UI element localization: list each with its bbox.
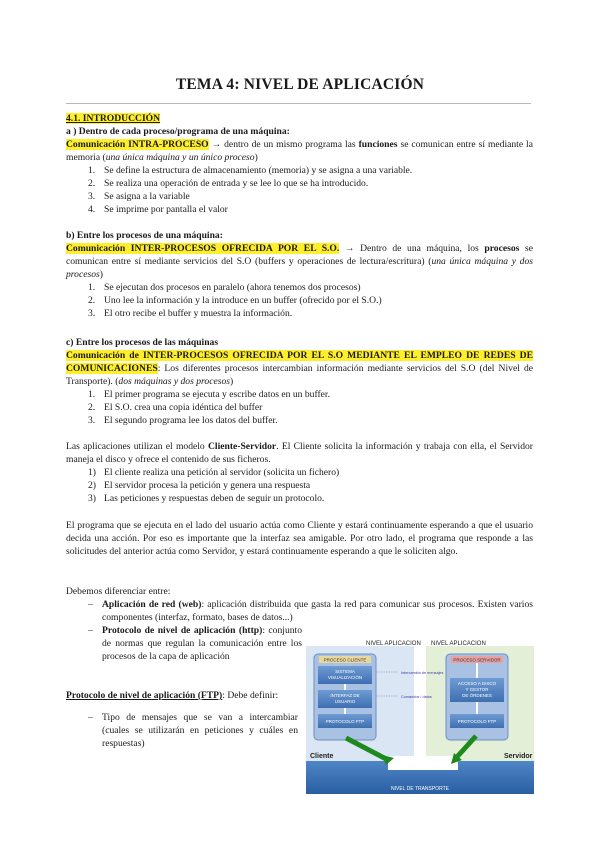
list-item xyxy=(66,388,533,401)
diff-intro: Debemos diferenciar entre: xyxy=(66,586,171,597)
text-span: se comunican entre sí mediante servicios del S.O (buffers y operaciones de lectura/escritura) ( xyxy=(66,243,533,267)
list-text: Se define la estructura de almacenamiento (memoria) y se asigna a una variable. xyxy=(104,165,413,176)
text-span: ) xyxy=(229,376,234,387)
list-text: El otro recibe el buffer y muestra la información. xyxy=(104,308,293,319)
text-span: : Los diferentes procesos intercambian información mediante servicios del S.O (del Nivel de Transporte). ( xyxy=(66,363,533,387)
list-number: 1. xyxy=(88,389,96,400)
client-label: Cliente xyxy=(310,753,334,760)
list-text: Se ejecutan dos procesos en paralelo (ahora tenemos dos procesos) xyxy=(104,282,361,293)
list-text: Se realiza una operación de entrada y se lee lo que se ha introducido. xyxy=(104,178,369,189)
diff-section xyxy=(66,585,533,624)
list-item xyxy=(66,479,533,492)
right-header: NIVEL APLICACION xyxy=(431,641,486,647)
diagram-svg xyxy=(306,638,534,794)
list-item: – Tipo de mensajes que se van a intercambiar (cuales se utilizarán en peticiones y cuáles en respuestas) xyxy=(88,712,298,749)
mid-label-1: Intercambio de mensajes xyxy=(401,671,444,675)
page-title: TEMA 4: NIVEL DE APLICACIÓN xyxy=(175,76,425,93)
list-item xyxy=(66,164,533,177)
client-module-label: USUARIO xyxy=(334,699,356,704)
list-item xyxy=(66,466,533,479)
list-number: 3. xyxy=(88,308,96,319)
text-span: ) xyxy=(99,269,103,280)
list-b xyxy=(66,281,533,320)
list-text: Se imprime por pantalla el valor xyxy=(104,204,228,215)
client-module-label: PROTOCOLO FTP xyxy=(325,719,365,724)
client-server-diagram xyxy=(306,638,534,794)
list-text: : conjunto de normas que regulan la comunicación entre los procesos de la capa de aplicación xyxy=(102,625,302,662)
server-module-label: DE ÓRDENES xyxy=(462,693,492,698)
list-number: 1. xyxy=(88,282,96,293)
client-module-label: INTERFAZ DE xyxy=(330,693,360,698)
list-item xyxy=(66,492,533,505)
text-span: → Dentro de una máquina, los xyxy=(339,243,485,254)
term-intra-proceso: Comunicación INTRA-PROCESO xyxy=(66,139,209,150)
client-server-section xyxy=(66,440,533,505)
section-c xyxy=(66,336,533,427)
text-span: → dentro de un mismo programa las xyxy=(208,139,359,150)
list-item xyxy=(66,281,533,294)
list-text: El segundo programa lee los datos del buffer. xyxy=(104,415,278,426)
list-number: 4. xyxy=(88,204,96,215)
list-item xyxy=(66,401,533,414)
list-number: 2. xyxy=(88,178,96,189)
list-text: El cliente realiza una petición al servidor (solicita un fichero) xyxy=(104,467,340,478)
server-module-label: ACCESO A DISCO xyxy=(457,681,497,686)
list-item: – Protocolo de nivel de aplicación (http): conjunto de normas que regulan la comunicación entre los procesos de la capa de aplicación xyxy=(88,625,302,662)
server-label: Servidor xyxy=(504,753,533,760)
bold-span: Protocolo de nivel de aplicación (http) xyxy=(102,625,263,636)
left-header: NIVEL APLICACION xyxy=(366,641,421,647)
list-text: Tipo de mensajes que se van a intercambiar (cuales se utilizarán en peticiones y cuáles en respuestas) xyxy=(102,712,298,749)
italic-span: dos máquinas y dos procesos xyxy=(118,376,230,387)
term-inter-procesos: Comunicación INTER-PROCESOS OFRECIDA POR EL S.O. xyxy=(66,243,340,254)
section-b xyxy=(66,229,533,320)
subsection-a-heading: a ) Dentro de cada proceso/programa de una máquina: xyxy=(66,126,290,137)
ftp-list xyxy=(66,711,298,750)
term-inter-procesos-redes: Comunicación de INTER-PROCESOS OFRECIDA POR EL S.O MEDIANTE EL EMPLEO DE REDES DE COMUNICACIONES xyxy=(66,350,533,374)
list-text: Uno lee la información y la introduce en un buffer (ofrecido por el S.O.) xyxy=(104,295,382,306)
server-module-label: PROTOCOLO FTP xyxy=(457,719,497,724)
list-text: : aplicación distribuida que gasta la red para comunicar sus procesos. Existen varios componentes (interfaz, formato, bases de datos...) xyxy=(102,599,533,623)
list-text: El primer programa se ejecuta y escribe datos en un buffer. xyxy=(104,389,330,400)
diff-list-2 xyxy=(66,624,302,663)
mid-label-2: Comandos / datos xyxy=(401,695,432,699)
list-item xyxy=(66,177,533,190)
ftp-heading: Protocolo de nivel de aplicación (FTP) xyxy=(66,690,223,701)
list-c xyxy=(66,388,533,427)
list-number: 1. xyxy=(88,165,96,176)
client-module-label: SISTEMA xyxy=(335,669,355,674)
bold-span: Aplicación de red (web) xyxy=(102,599,202,610)
list-number: 3) xyxy=(88,493,96,504)
section-a xyxy=(66,112,533,216)
diff-item-2 xyxy=(66,624,302,663)
list-number: 2. xyxy=(88,295,96,306)
subsection-c-heading: c) Entre los procesos de las máquinas xyxy=(66,337,219,348)
list-item xyxy=(66,190,533,203)
bold-span: funciones xyxy=(358,139,398,150)
list-number: 1) xyxy=(88,467,96,478)
list-item xyxy=(66,307,533,320)
bold-span: Cliente-Servidor xyxy=(207,441,277,452)
diff-list xyxy=(66,598,533,624)
list-text: El servidor procesa la petición y genera una respuesta xyxy=(104,480,311,491)
list-item: – Aplicación de red (web): aplicación distribuida que gasta la red para comunicar sus procesos. Existen varios componentes (interfaz, formato, bases de datos...) xyxy=(88,599,533,623)
server-module-label: Y GESTOR xyxy=(465,687,489,692)
text-span: se comunican entre sí mediante la memoria ( xyxy=(66,139,533,163)
bold-span: procesos xyxy=(484,243,520,254)
text-span: . El Cliente solicita la información y trabaja con ella, el Servidor maneja el disco y ofrece el contenido de sus ficheros. xyxy=(66,441,533,465)
list-number: 2) xyxy=(88,480,96,491)
ftp-section xyxy=(66,689,298,750)
list-text: Se asigna a la variable xyxy=(104,191,190,202)
list-text: El S.O. crea una copia idéntica del buffer xyxy=(104,402,263,413)
list-item xyxy=(66,203,533,216)
title-divider xyxy=(66,103,531,104)
server-box-title: PROCESO SERVIDOR xyxy=(453,657,501,663)
transport-buffer xyxy=(388,756,458,770)
list-item xyxy=(66,414,533,427)
transport-label: NIVEL DE TRANSPORTE xyxy=(391,786,449,792)
list-a xyxy=(66,164,533,216)
list-cs xyxy=(66,466,533,505)
subsection-b-heading: b) Entre los procesos de una máquina: xyxy=(66,230,223,241)
list-number: 3. xyxy=(88,191,96,202)
client-module-label: VISUALIZACIÓN xyxy=(327,675,363,680)
section-heading: 4.1. INTRODUCCIÓN xyxy=(66,113,161,124)
client-box-title: PROCESO CLIENTE xyxy=(323,657,367,663)
list-number: 3. xyxy=(88,415,96,426)
list-item xyxy=(66,294,533,307)
list-number: 2. xyxy=(88,402,96,413)
list-text: Las peticiones y respuestas deben de seguir un protocolo. xyxy=(104,493,325,504)
text-span: Las aplicaciones utilizan el modelo xyxy=(66,441,208,452)
italic-span: una única máquina y dos procesos xyxy=(66,256,534,280)
text-span: : Debe definir: xyxy=(222,690,279,701)
italic-span: una única máquina y un único proceso xyxy=(105,152,255,163)
paragraph-client-server: El programa que se ejecuta en el lado del usuario actúa como Cliente y estará continuamente esperando a que el usuario decida una acción. Por eso es importante que la interfaz sea amigable. Por otro lado, el programa que responde a las solicitudes del anterior actúa como Servidor, y estará continuamente esperando a que le soliciten algo. xyxy=(66,520,533,557)
text-span: ) xyxy=(254,152,258,163)
